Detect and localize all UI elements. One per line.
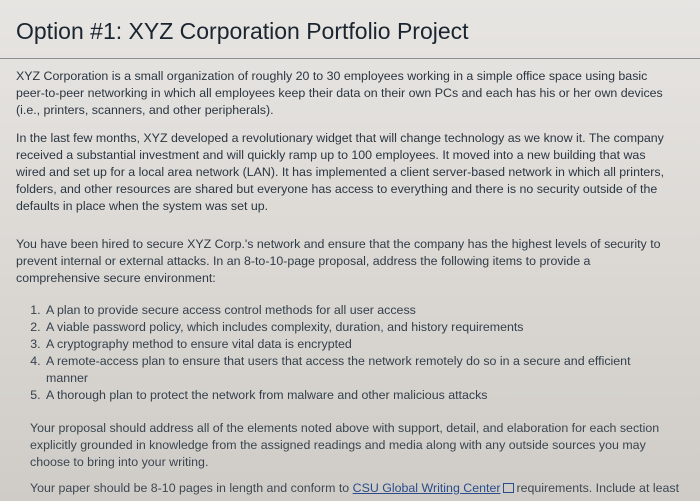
list-item: 3. A cryptography method to ensure vital data is encrypted bbox=[44, 336, 664, 353]
writing-center-link[interactable]: CSU Global Writing Center bbox=[352, 481, 501, 495]
length-suffix: requirements. Include at least bbox=[516, 481, 680, 495]
list-item: 1. A plan to provide secure access control methods for all user access bbox=[44, 302, 664, 319]
growth-paragraph: In the last few months, XYZ developed a revolutionary widget that will change technology as we know it. The company received a substantial investment and will quickly ramp up to 100 employees. It moved into a new building that was wired and set up for a local area network (LAN). It has implemented a client server-based network in which all printers, folders, and other resources are shared but everyone has access to everything and there is no security outside of the defaults in place when the system was set up. bbox=[16, 131, 665, 213]
external-link-icon bbox=[503, 483, 514, 493]
length-prefix: Your paper should be 8-10 pages in length and conform to bbox=[30, 481, 350, 495]
title-divider bbox=[0, 58, 700, 59]
requirements-list bbox=[20, 302, 664, 404]
list-item: 2. A viable password policy, which includes complexity, duration, and history requirements bbox=[44, 319, 664, 336]
length-paragraph bbox=[30, 480, 680, 497]
page-title: Option #1: XYZ Corporation Portfolio Project bbox=[16, 18, 469, 44]
support-paragraph: Your proposal should address all of the elements noted above with support, detail, and elaboration for each section explicitly grounded in knowledge from the assigned readings and media along with any outside sources you may choose to bring into your writing. bbox=[30, 421, 660, 469]
list-item: 4. A remote-access plan to ensure that users that access the network remotely do so in a secure and efficient manner bbox=[44, 353, 664, 387]
list-item: 5. A thorough plan to protect the network from malware and other malicious attacks bbox=[44, 387, 664, 404]
intro-paragraph: XYZ Corporation is a small organization of roughly 20 to 30 employees working in a simple office space using basic peer-to-peer networking in which all employees keep their data on their own PCs and each has his or her own devices (i.e., printers, scanners, and other peripherals). bbox=[16, 69, 663, 117]
task-paragraph: You have been hired to secure XYZ Corp.'s network and ensure that the company has the highest levels of security to prevent internal or external attacks. In an 8-to-10-page proposal, address the following items to provide a comprehensive secure environment: bbox=[16, 237, 661, 285]
